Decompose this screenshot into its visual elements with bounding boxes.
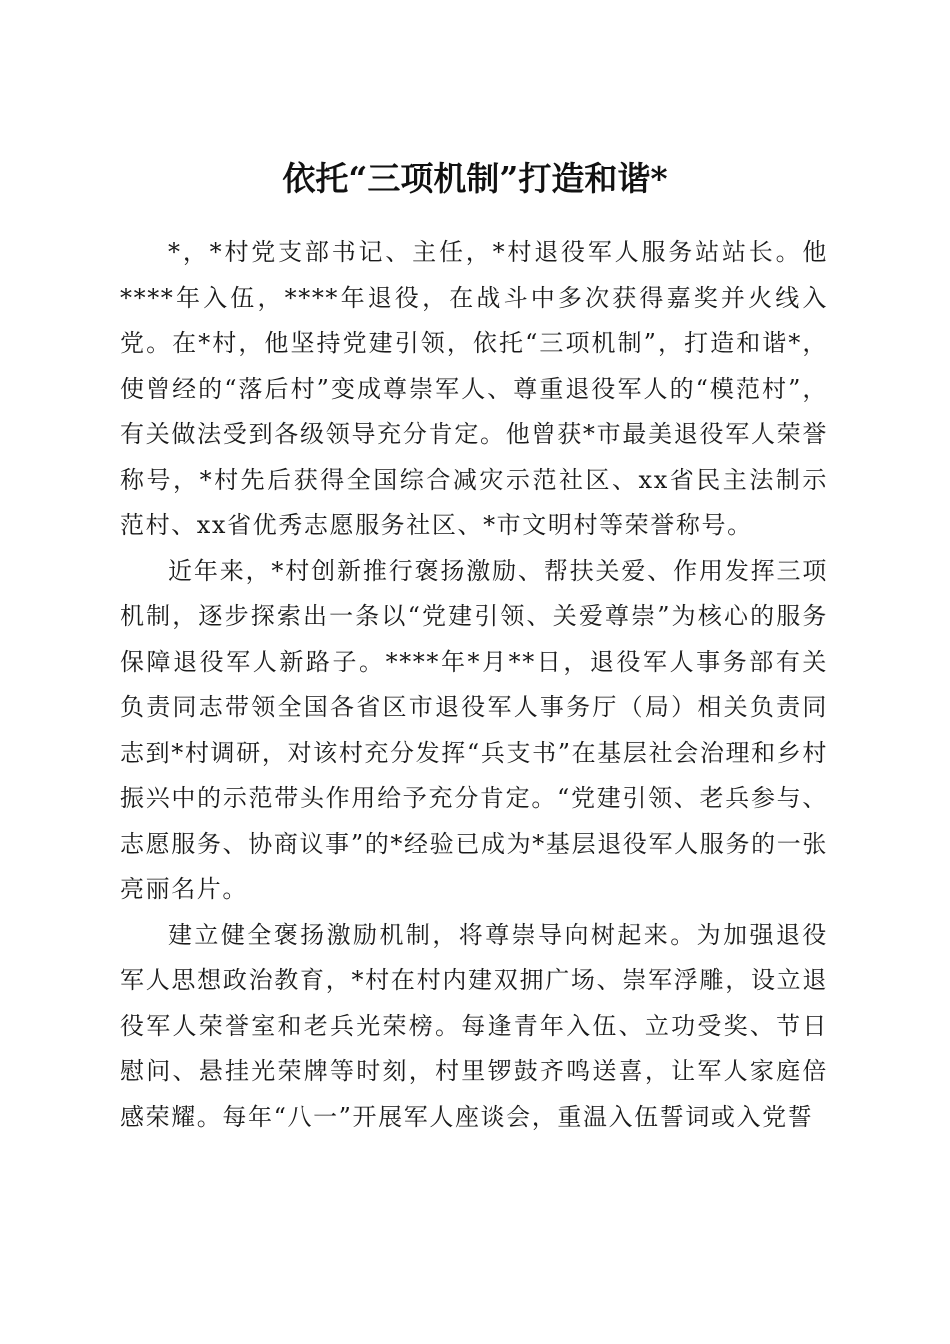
paragraph-intro: *，*村党支部书记、主任，*村退役军人服务站站长。他****年入伍，****年退役，在战斗中多次获得嘉奖并火线入党。在*村，他坚持党建引领，依托“三项机制”，打造和谐*，使曾经的“落后村”变成尊崇军人、尊重退役军人的“模范村”，有关做法受到各级领导充分肯定。他曾获*市最美退役军人荣誉称号，*村先后获得全国综合减灾示范社区、xx省民主法制示范村、xx省优秀志愿服务社区、*市文明村等荣誉称号。	[120, 238, 828, 539]
document-title: 依托“三项机制”打造和谐*	[282, 159, 668, 199]
document-body	[120, 230, 828, 1140]
paragraph-recent-years: 近年来，*村创新推行褒扬激励、帮扶关爱、作用发挥三项机制，逐步探索出一条以“党建引领、关爱尊崇”为核心的服务保障退役军人新路子。****年*月**日，退役军人事务部有关负责同志带领全国各省区市退役军人事务厅（局）相关负责同志到*村调研，对该村充分发挥“兵支书”在基层社会治理和乡村振兴中的示范带头作用给予充分肯定。“党建引领、老兵参与、志愿服务、协商议事”的*经验已成为*基层退役军人服务的一张亮丽名片。	[120, 556, 828, 903]
paragraph-incentive-mechanism: 建立健全褒扬激励机制，将尊崇导向树起来。为加强退役军人思想政治教育，*村在村内建双拥广场、崇军浮雕，设立退役军人荣誉室和老兵光荣榜。每逢青年入伍、立功受奖、节日慰问、悬挂光荣牌等时刻，村里锣鼓齐鸣送喜，让军人家庭倍感荣耀。每年“八一”开展军人座谈会，重温入伍誓词或入党誓	[120, 920, 828, 1131]
